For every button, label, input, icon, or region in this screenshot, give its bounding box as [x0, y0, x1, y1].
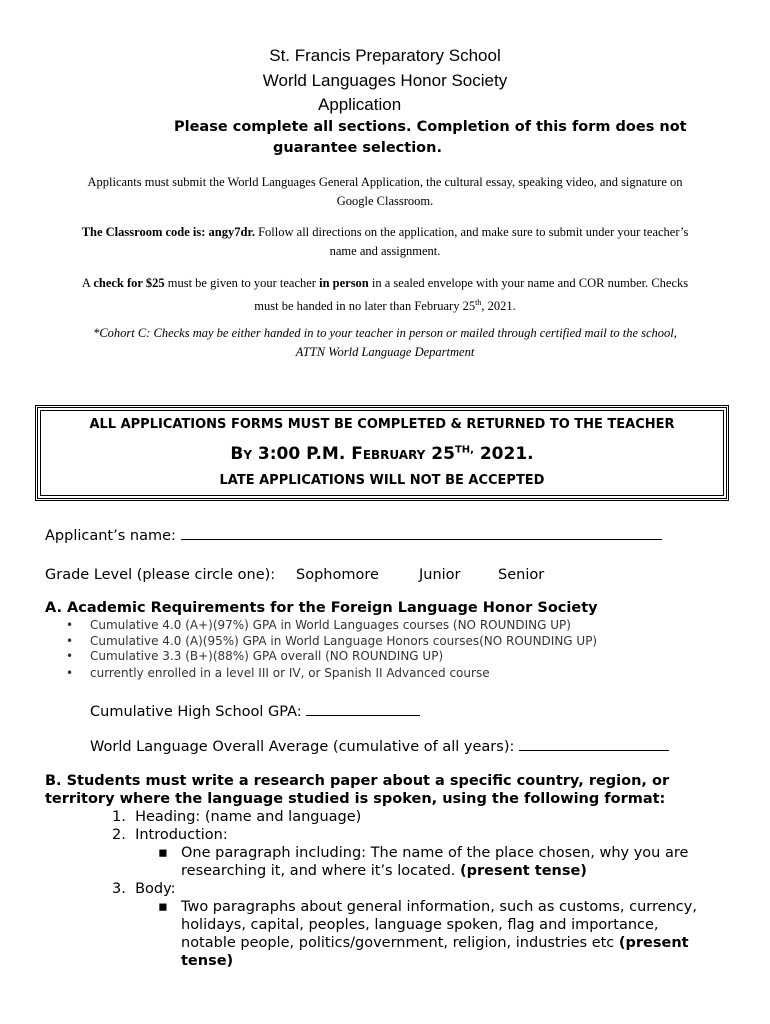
wl-average-line[interactable] — [519, 736, 669, 751]
applicant-name-field[interactable] — [45, 525, 662, 544]
list-item: 3. Body: — [112, 881, 176, 897]
list-item: Two paragraphs about general information, such as customs, currency, holidays, capital, peoples, language spoken, flag and importance, notable people, politics/government, religion, industries etc (present tense) — [181, 899, 697, 969]
gpa-field[interactable] — [90, 701, 420, 720]
society-name: World Languages Honor Society — [262, 71, 508, 90]
list-item: 1. Heading: (name and language) — [112, 809, 362, 825]
wl-average-field[interactable] — [90, 736, 669, 755]
applicant-name-label: Applicant’s name: — [45, 528, 176, 544]
gpa-line[interactable] — [306, 701, 420, 716]
gpa-label: Cumulative High School GPA: — [90, 704, 302, 720]
document-type: Application — [318, 95, 402, 114]
notice-line-3: LATE APPLICATIONS WILL NOT BE ACCEPTED — [219, 473, 545, 488]
instruction-line-2: guarantee selection. — [273, 140, 442, 156]
school-name: St. Francis Preparatory School — [269, 46, 501, 65]
grade-option-senior[interactable]: Senior — [498, 567, 545, 583]
wl-average-label: World Language Overall Average (cumulative of all years): — [90, 739, 515, 755]
list-item: One paragraph including: The name of the place chosen, why you are researching it, and where it’s located. (present tense) — [181, 845, 689, 879]
paragraph-cohort-c: *Cohort C: Checks may be either handed in to your teacher in person or mailed through certified mail to the school, ATTN World Language Department — [93, 326, 677, 359]
grade-option-junior[interactable]: Junior — [419, 567, 461, 583]
paragraph-requirements: Applicants must submit the World Languages General Application, the cultural essay, speaking video, and signature on Google Classroom. — [87, 175, 683, 208]
applicant-name-line[interactable] — [181, 525, 662, 540]
paragraph-classroom-code: The Classroom code is: angy7dr. Follow all directions on the application, and make sure to submit under your teacher’s name and assignment. — [81, 225, 689, 258]
section-b-heading: B. Students must write a research paper about a specific country, region, or territory where the language studied is spoken, using the following format: — [45, 773, 670, 807]
notice-deadline: By 3:00 P.M. February $25^{TH,}$ 2021. — [230, 444, 534, 464]
notice-line-1: ALL APPLICATIONS FORMS MUST BE COMPLETED & RETURNED TO THE TEACHER — [89, 417, 675, 432]
list-item: 2. Introduction: — [112, 827, 228, 843]
classroom-code: The Classroom code is: angy7dr. — [81, 225, 255, 239]
bullet-icon: ▪ — [158, 899, 168, 915]
grade-level-label: Grade Level (please circle one): — [45, 567, 276, 583]
instruction-line-1: Please complete all sections. Completion of this form does not — [174, 119, 687, 135]
paragraph-check: A check for $25 must be given to your teacher in person in a sealed envelope with your name and COR number. Checks must be handed in no later than February 25th, 2021. — [81, 276, 689, 314]
requirements-list: • Cumulative 4.0 (A+)(97%) GPA in World Languages courses (NO ROUNDING UP) • Cumulative 4.0 (A)(95%) GPA in World Language Honors courses(NO ROUNDING UP) • Cumulative 3.3 (B+)(88%) GPA overall (NO ROUNDING UP) • currently enrolled in a level III or IV, or Spanish II Advanced course — [66, 618, 598, 680]
section-a-heading: A. Academic Requirements for the Foreign Language Honor Society — [45, 600, 598, 616]
bullet-icon: ▪ — [158, 845, 168, 861]
grade-option-sophomore[interactable]: Sophomore — [296, 567, 379, 583]
